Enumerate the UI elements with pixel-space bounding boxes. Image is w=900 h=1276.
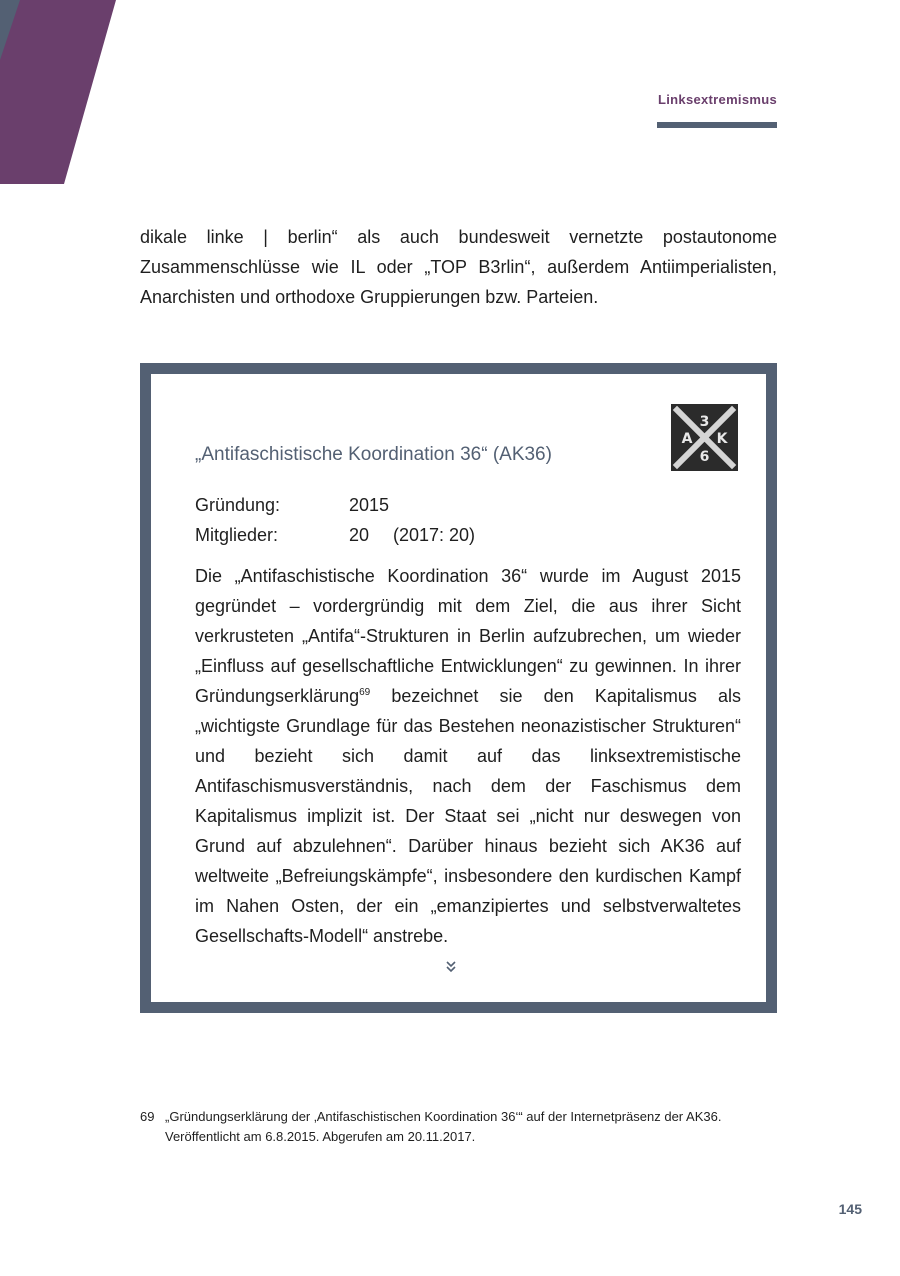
logo-letter-right: K: [716, 431, 728, 447]
logo-letter-left: A: [681, 431, 693, 447]
footnote-text: „Gründungserklärung der ‚Antifaschistischen Koordination 36‘“ auf der Internetpräsenz der AK36. Veröffentlicht am 6.8.2015. Abgerufen am 20.11.2017.: [165, 1109, 722, 1144]
footnote: [140, 1107, 780, 1147]
section-rule: [657, 122, 777, 128]
footnote-number: 69: [140, 1109, 155, 1124]
body-text-part: Die „Antifaschistische Koordination 36“ wurde im August 2015 gegründet – vordergründig mit dem Ziel, die aus ihrer Sicht verkrusteten „Antifa“-Strukturen in Berlin aufzubrechen, um wieder „Einfluss auf gesellschaftliche Entwicklungen“ zu gewinnen. In ihrer Gründungserklärung: [195, 566, 741, 706]
logo-letter-top: 3: [699, 414, 710, 430]
fact-value: 2015: [349, 495, 390, 515]
fact-label: Gründung:: [195, 495, 281, 515]
info-box-body: [195, 561, 741, 951]
fact-label: Mitglieder:: [195, 525, 279, 545]
info-box: [140, 363, 777, 1013]
body-text-part: bezeichnet sie den Kapitalismus als „wichtigste Grundlage für das Bestehen neonazistischer Strukturen“ und bezieht sich damit auf das linksextremistische Antifaschismusverständnis, nach dem der Faschismus dem Kapitalismus implizit ist. Der Staat sei „nicht nur deswegen von Grund auf abzulehnen“. Darüber hinaus bezieht sich AK36 auf weltweite „Befreiungskämpfe“, insbesondere den kurdischen Kampf im Nahen Osten, der ein „emanzipiertes und selbstverwaltetes Gesellschafts-Modell“ anstrebe.: [195, 686, 741, 946]
intro-paragraph: dikale linke | berlin“ als auch bundesweit vernetzte postautonome Zusammenschlüsse wie IL oder „TOP B3rlin“, außerdem Antiimperialisten, Anarchisten und orthodoxe Gruppierungen bzw. Parteien.: [140, 227, 777, 307]
double-chevron-down-icon[interactable]: [444, 960, 458, 974]
info-box-title: „Antifaschistische Koordination 36“ (AK36): [195, 444, 552, 465]
fact-founding: [195, 490, 475, 520]
page-number: 145: [838, 1201, 862, 1217]
fact-value: 20: [349, 525, 370, 545]
fact-members: [195, 520, 475, 550]
logo-letter-bottom: 6: [699, 449, 710, 465]
fact-extra: (2017: 20): [393, 525, 476, 545]
section-label: Linksextremismus: [658, 92, 777, 107]
footnote-reference[interactable]: 69: [359, 687, 371, 698]
facts-list: [195, 490, 475, 550]
corner-decoration: [0, 0, 120, 186]
ak36-logo: [671, 404, 738, 471]
